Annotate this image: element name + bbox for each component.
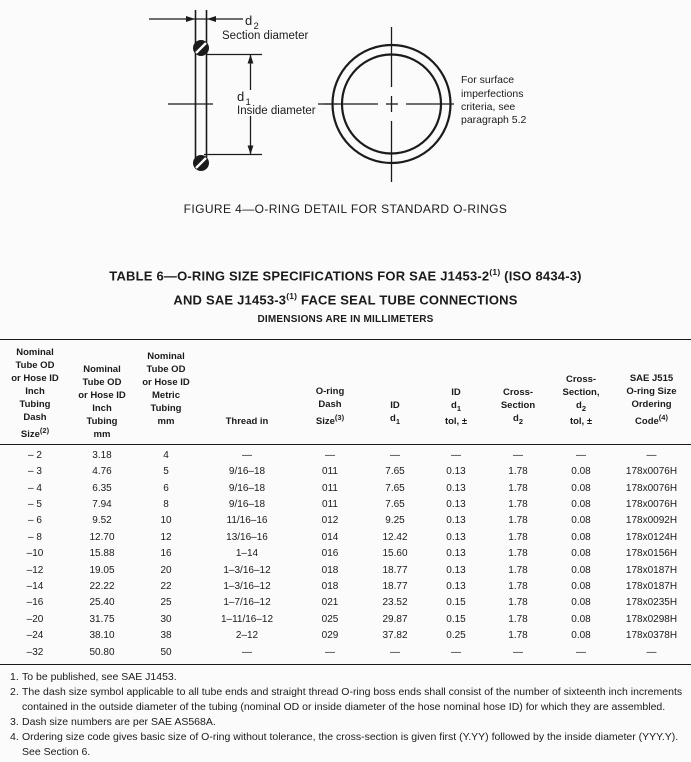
note-line-2: imperfections [461, 88, 524, 100]
table-row [0, 481, 691, 497]
section-diameter-label: Section diameter [222, 30, 309, 42]
col-header-id-d1: ID $d_1$ [390, 399, 400, 426]
cell-thread: — [242, 449, 252, 461]
cell-metric-tubing-mm: 38 [160, 630, 172, 642]
cell-inch-tubing-mm: 31.75 [89, 613, 115, 625]
table-row [0, 546, 691, 562]
cell-cross-section-tol: 0.08 [571, 630, 591, 642]
cell-id-d1: — [390, 646, 400, 658]
cell-id-tol: 0.13 [446, 466, 466, 478]
figure-4 [0, 0, 691, 216]
cell-inch-dash-size: –14 [26, 581, 44, 593]
surface-imperfections-note [461, 74, 527, 126]
cell-inch-tubing-mm: 3.18 [92, 449, 112, 461]
cell-oring-dash-size: 011 [322, 499, 338, 511]
d1-arrow-down [248, 146, 254, 155]
cell-cross-section-tol: 0.08 [571, 597, 591, 609]
table-row [0, 579, 691, 595]
cell-cross-section-tol: — [576, 646, 586, 658]
col-header-cross-section-d2: Cross- Section $d_2$ [500, 386, 536, 426]
cell-inch-dash-size: –10 [26, 548, 44, 560]
col-header-ordering-code: SAE J515 O-ring Size Ordering Code$^{(4)}$ [626, 372, 677, 427]
cell-oring-dash-size: 029 [321, 630, 339, 642]
d2-symbol: d [245, 13, 253, 28]
cell-inch-tubing-mm: 7.94 [92, 499, 112, 511]
oring-size-table [0, 339, 691, 665]
cell-id-tol: — [451, 646, 461, 658]
cell-ordering-code: 178x0298H [625, 613, 678, 625]
inside-diameter-label: Inside diameter [237, 105, 316, 117]
cell-id-tol: 0.15 [446, 597, 466, 609]
cell-cross-section-tol: 0.08 [571, 466, 591, 478]
cell-oring-dash-size: 011 [322, 466, 338, 478]
footnote-text: Ordering size code gives basic size of O-ring without tolerance, the cross-section is given first (Y.YY) followed by the inside diameter (YYY.Y). See Section 6. [22, 731, 685, 759]
cell-thread: 1–11/16–12 [220, 613, 274, 625]
footnote-text: The dash size symbol applicable to all tube ends and straight thread O-ring boss ends shall consist of the number of sixteenth inch increments contained in the outside diameter of the tubing (nominal OD or inside diameter of the hose nominal hose ID) for which they are assembled. [22, 686, 686, 714]
oring-front-view [318, 27, 527, 182]
cell-cross-section-tol: 0.08 [571, 564, 591, 576]
cell-metric-tubing-mm: 20 [160, 564, 172, 576]
cell-inch-tubing-mm: 6.35 [92, 482, 112, 494]
cell-cross-section-d2: — [513, 646, 523, 658]
cell-oring-dash-size: 025 [321, 613, 339, 625]
cell-ordering-code: — [646, 449, 657, 461]
footnote-text: To be published, see SAE J1453. [22, 671, 177, 684]
cell-thread: 1–14 [235, 548, 259, 560]
table-title-line2: AND SAE J1453-3$^{(1)}$ FACE SEAL TUBE CONNECTIONS [173, 291, 518, 308]
cell-metric-tubing-mm: 16 [160, 548, 172, 560]
footnotes [0, 670, 691, 760]
cell-id-tol: 0.25 [446, 630, 466, 642]
cell-inch-dash-size: – 3 [28, 466, 42, 478]
cell-oring-dash-size: — [325, 449, 335, 461]
table-row [0, 444, 691, 464]
cell-oring-dash-size: 011 [322, 482, 338, 494]
cell-inch-tubing-mm: 38.10 [89, 630, 115, 642]
cell-cross-section-d2: 1.78 [508, 581, 528, 593]
cell-inch-tubing-mm: 15.88 [89, 548, 115, 560]
cell-id-d1: — [390, 449, 400, 461]
cell-inch-tubing-mm: 19.05 [89, 564, 115, 576]
cell-id-d1: 37.82 [382, 630, 408, 642]
d1-arrow-up [248, 55, 254, 64]
cell-cross-section-tol: 0.08 [571, 581, 591, 593]
cell-thread: — [242, 646, 252, 658]
cell-cross-section-d2: 1.78 [508, 482, 528, 494]
cell-cross-section-tol: 0.08 [571, 548, 591, 560]
cell-inch-dash-size: – 8 [28, 531, 42, 543]
table-row [0, 612, 691, 628]
cell-cross-section-d2: 1.78 [508, 531, 528, 543]
cell-ordering-code: 178x0076H [625, 466, 678, 478]
cell-id-tol: — [451, 449, 461, 461]
cell-oring-dash-size: 016 [321, 548, 339, 560]
cell-inch-tubing-mm: 12.70 [89, 531, 115, 543]
cell-oring-dash-size: — [325, 646, 335, 658]
cell-inch-dash-size: – 2 [28, 449, 42, 461]
cell-id-d1: 23.52 [382, 597, 408, 609]
note-line-3: criteria, see [461, 101, 516, 113]
footnote-text: Dash size numbers are per SAE AS568A. [22, 716, 216, 729]
cell-oring-dash-size: 014 [321, 531, 339, 543]
d1-subscript: 1 [245, 97, 251, 108]
cell-metric-tubing-mm: 6 [163, 482, 169, 494]
footnote-3 [0, 715, 691, 730]
table-title-line1: TABLE 6—O-RING SIZE SPECIFICATIONS FOR SAE J1453-2$^{(1)}$ (ISO 8434-3) [109, 267, 582, 284]
cell-metric-tubing-mm: 30 [160, 613, 172, 625]
cell-metric-tubing-mm: 5 [163, 466, 169, 478]
cell-metric-tubing-mm: 22 [160, 581, 172, 593]
cell-cross-section-d2: 1.78 [508, 630, 528, 642]
cell-inch-dash-size: –16 [26, 597, 44, 609]
table-row [0, 628, 691, 644]
cell-thread: 9/16–18 [228, 499, 266, 511]
table-title-block [0, 262, 691, 327]
cell-cross-section-tol: 0.08 [571, 613, 591, 625]
cell-oring-dash-size: 018 [321, 581, 339, 593]
table-row [0, 513, 691, 529]
cell-cross-section-d2: 1.78 [508, 466, 528, 478]
footnote-number: 4. [10, 731, 19, 744]
cell-inch-dash-size: – 4 [28, 482, 42, 494]
table-row [0, 595, 691, 611]
note-line-4: paragraph 5.2 [461, 114, 527, 126]
cell-inch-dash-size: –24 [26, 630, 44, 642]
oring-side-view [149, 10, 338, 171]
cell-cross-section-tol: 0.08 [571, 515, 591, 527]
cell-ordering-code: 178x0124H [625, 531, 678, 543]
cell-ordering-code: 178x0092H [625, 515, 678, 527]
cell-id-tol: 0.13 [446, 581, 466, 593]
d2-subscript: 2 [253, 21, 259, 32]
footnote-number: 3. [10, 716, 19, 729]
cell-ordering-code: 178x0378H [625, 630, 678, 642]
table-row [0, 563, 691, 579]
cell-id-d1: 15.60 [382, 548, 408, 560]
cell-inch-dash-size: – 6 [28, 515, 42, 527]
cell-thread: 1–3/16–12 [223, 581, 271, 593]
d1-symbol: d [237, 89, 245, 104]
cell-ordering-code: 178x0235H [625, 597, 678, 609]
footnote-4 [0, 730, 691, 760]
table-row [0, 497, 691, 513]
cell-oring-dash-size: 021 [321, 597, 339, 609]
table-row [0, 645, 691, 665]
cell-ordering-code: 178x0187H [625, 564, 678, 576]
col-header-metric-tubing-mm: Nominal Tube OD or Hose ID Metric Tubing mm [142, 350, 190, 427]
cell-id-d1: 9.25 [385, 515, 405, 527]
cell-id-tol: 0.13 [446, 499, 466, 511]
cell-thread: 9/16–18 [228, 466, 266, 478]
cell-id-d1: 7.65 [385, 499, 405, 511]
cell-ordering-code: 178x0076H [625, 499, 678, 511]
table-subtitle: DIMENSIONS ARE IN MILLIMETERS [257, 313, 434, 325]
cell-id-tol: 0.13 [446, 564, 466, 576]
cell-cross-section-d2: — [513, 449, 523, 461]
cell-metric-tubing-mm: 12 [160, 531, 172, 543]
cell-ordering-code: 178x0076H [625, 482, 678, 494]
cell-id-d1: 18.77 [382, 564, 408, 576]
cell-ordering-code: 178x0156H [625, 548, 678, 560]
cell-metric-tubing-mm: 4 [163, 449, 169, 461]
table-row [0, 464, 691, 480]
col-header-thread: Thread in [225, 415, 269, 427]
d2-arrow-left [207, 16, 216, 22]
cell-id-tol: 0.13 [446, 482, 466, 494]
cell-inch-dash-size: –32 [26, 646, 44, 658]
table-body [0, 444, 691, 664]
cell-cross-section-d2: 1.78 [508, 515, 528, 527]
cell-thread: 1–7/16–12 [223, 597, 271, 609]
cell-inch-tubing-mm: 50.80 [89, 646, 115, 658]
cell-oring-dash-size: 012 [321, 515, 339, 527]
cell-metric-tubing-mm: 25 [160, 597, 172, 609]
footnote-1 [0, 670, 691, 685]
cell-id-d1: 29.87 [382, 613, 408, 625]
cell-thread: 2–12 [235, 630, 259, 642]
cell-cross-section-tol: 0.08 [571, 482, 591, 494]
note-line-1: For surface [461, 74, 515, 86]
cell-inch-tubing-mm: 25.40 [89, 597, 115, 609]
cell-id-d1: 18.77 [382, 581, 408, 593]
cell-cross-section-d2: 1.78 [508, 548, 528, 560]
d2-arrow-right [186, 16, 195, 22]
figure-caption: FIGURE 4—O-RING DETAIL FOR STANDARD O-RINGS [183, 202, 508, 216]
cell-cross-section-d2: 1.78 [508, 597, 528, 609]
cell-ordering-code: 178x0187H [625, 581, 678, 593]
table-row [0, 530, 691, 546]
header-row [0, 339, 691, 444]
cell-thread: 11/16–16 [226, 515, 268, 527]
cell-id-tol: 0.13 [446, 531, 466, 543]
cell-id-tol: 0.13 [446, 548, 466, 560]
footnote-number: 1. [10, 671, 19, 684]
cell-inch-tubing-mm: 9.52 [92, 515, 112, 527]
cell-cross-section-d2: 1.78 [508, 499, 528, 511]
footnote-number: 2. [10, 686, 19, 699]
cell-metric-tubing-mm: 8 [163, 499, 169, 511]
cell-thread: 13/16–16 [226, 531, 268, 543]
cell-inch-tubing-mm: 4.76 [92, 466, 112, 478]
cell-id-d1: 7.65 [385, 466, 405, 478]
col-header-inch-dash-size: Nominal Tube OD or Hose ID Inch Tubing Dash Size$^{(2)}$ [11, 346, 59, 440]
cell-cross-section-tol: 0.08 [571, 499, 591, 511]
cell-metric-tubing-mm: 10 [160, 515, 172, 527]
cell-id-d1: 7.65 [385, 482, 405, 494]
col-header-cross-section-tol: Cross- Section, $d_2$ tol, ± [562, 373, 600, 427]
cell-id-d1: 12.42 [382, 531, 408, 543]
cell-metric-tubing-mm: 50 [160, 646, 172, 658]
cell-cross-section-d2: 1.78 [508, 613, 528, 625]
cell-thread: 9/16–18 [228, 482, 266, 494]
cell-inch-dash-size: –20 [26, 613, 44, 625]
cell-inch-dash-size: –12 [26, 564, 44, 576]
cell-cross-section-tol: — [576, 449, 586, 461]
cell-id-tol: 0.13 [446, 515, 466, 527]
cell-inch-dash-size: – 5 [28, 499, 42, 511]
cell-cross-section-tol: 0.08 [571, 531, 591, 543]
cell-oring-dash-size: 018 [321, 564, 339, 576]
footnote-2 [0, 685, 691, 715]
cell-ordering-code: — [646, 646, 657, 658]
col-header-inch-tubing-mm: Nominal Tube OD or Hose ID Inch Tubing mm [78, 363, 126, 440]
cell-id-tol: 0.15 [446, 613, 466, 625]
cell-thread: 1–3/16–12 [223, 564, 271, 576]
col-header-oring-dash-size: O-ring Dash Size$^{(3)}$ [315, 385, 345, 427]
cell-cross-section-d2: 1.78 [508, 564, 528, 576]
col-header-id-tol: ID $d_1$ tol, ± [444, 386, 468, 427]
oring-diagram [0, 0, 691, 190]
cell-inch-tubing-mm: 22.22 [89, 581, 115, 593]
